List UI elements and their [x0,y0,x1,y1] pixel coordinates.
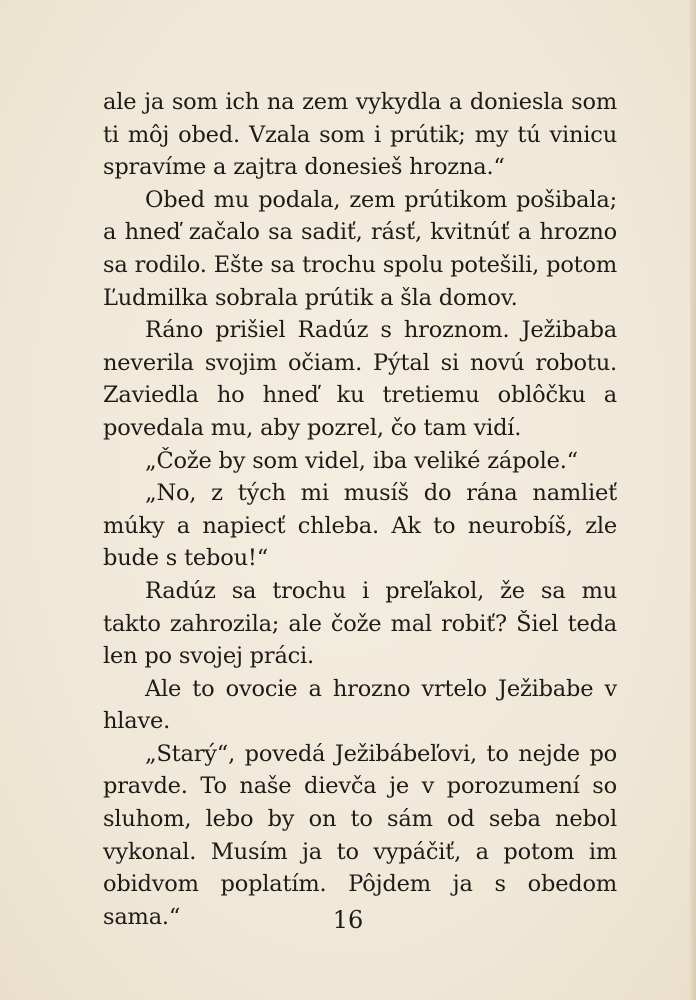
paragraph: „Starý“, povedá Ježibábeľovi, to nejde po pravde. To naše dievča je v porozumení so sluhom, lebo by on to sám od seba nebol vykonal. Musím ja to vypáčiť, a potom im obidvom poplatím. Pôjdem ja s obedom sama.“ [103,740,617,930]
paragraph: Radúz sa trochu i preľakol, že sa mu takto zahrozila; ale čože mal robiť? Šiel teda len po svojej práci. [103,577,617,670]
paragraph-continued: ale ja som ich na zem vykydla a doniesla som ti môj obed. Vzala som i prútik; my tú vinicu spravíme a zajtra donesieš hrozna.“ [103,89,617,181]
paragraph: Obed mu podala, zem prútikom pošibala; a hneď začalo sa sadiť, rásť, kvitnúť a hrozno sa rodilo. Ešte sa trochu spolu potešili, potom Ľudmilka sobrala prútik a šla domov. [103,186,617,311]
paragraph: „Čože by som videl, iba veliké zápole.“ [145,447,578,474]
page-number: 16 [332,906,364,934]
paragraph: „No, z tých mi musíš do rána namlieť múky a napiecť chleba. Ak to neurobíš, zle bude s tebou!“ [103,480,617,572]
paragraph: Ráno prišiel Radúz s hroznom. Ježibaba neverila svojim očiam. Pýtal si novú robotu. Zaviedla ho hneď ku tretiemu oblôčku a povedala mu, aby pozrel, čo tam vidí. [103,317,617,441]
paragraph: Ale to ovocie a hrozno vrtelo Ježibabe v hlave. [103,675,617,735]
body-text [103,86,617,933]
page-edge [690,0,696,1000]
